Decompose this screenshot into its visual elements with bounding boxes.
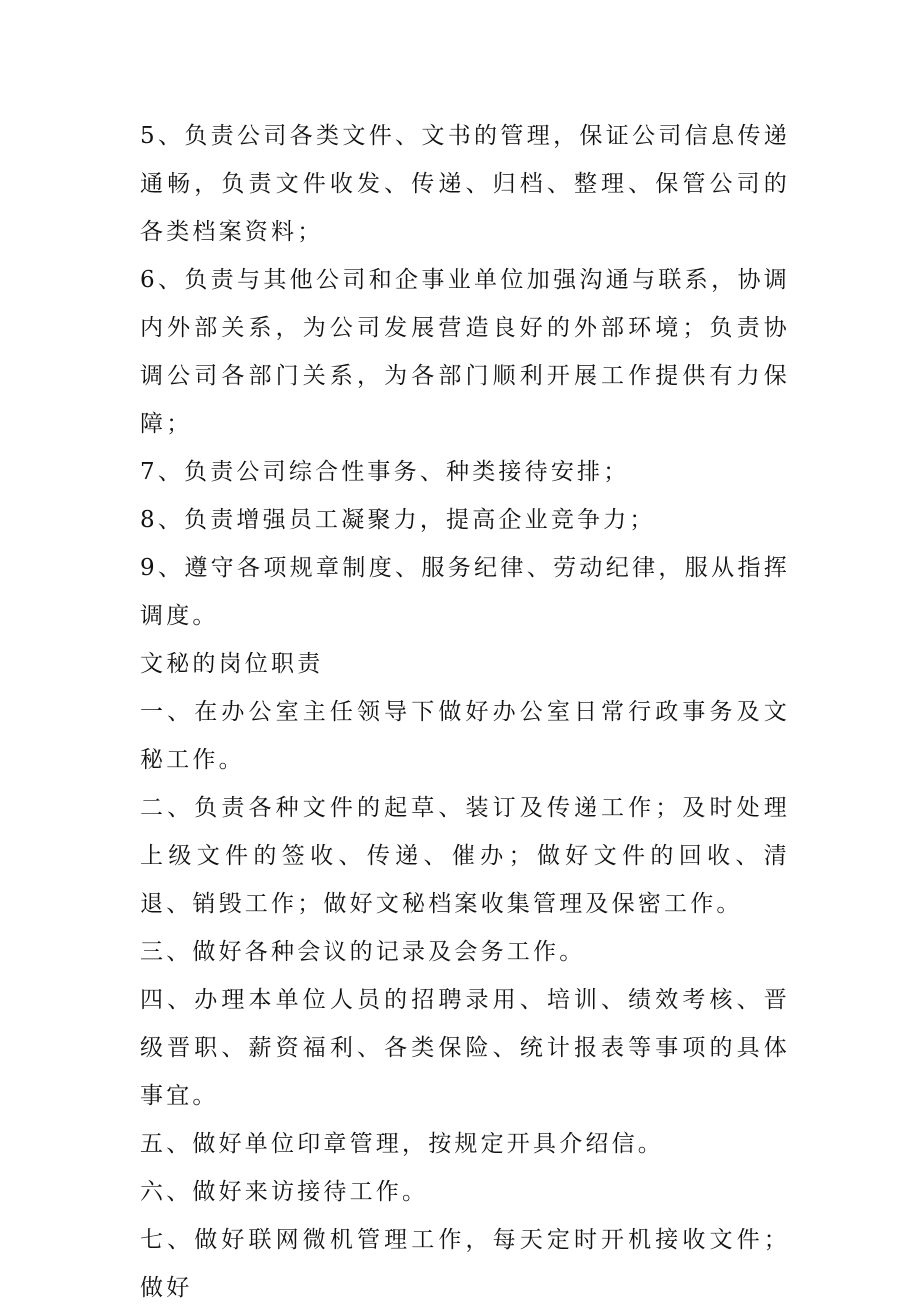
paragraph-duty-8: 8、负责增强员工凝聚力，提高企业竞争力；	[140, 507, 656, 533]
paragraph-duty-6: 6、负责与其他公司和企事业单位加强沟通与联系，协调内外部关系，为公司发展营造良好的外部环境；负责协调公司各部门关系，为各部门顺利开展工作提供有力保障；	[140, 267, 790, 437]
paragraph-item-3: 三、做好各种会议的记录及会务工作。	[140, 939, 586, 965]
paragraph-duty-9: 9、遵守各项规章制度、服务纪律、劳动纪律，服从指挥调度。	[140, 555, 790, 629]
paragraph-item-6: 六、做好来访接待工作。	[140, 1179, 429, 1205]
paragraph-item-2: 二、负责各种文件的起草、装订及传递工作；及时处理上级文件的签收、传递、催办；做好文件的回收、清退、销毁工作；做好文秘档案收集管理及保密工作。	[140, 795, 790, 917]
section-heading: 文秘的岗位职责	[140, 651, 324, 677]
paragraph-item-5: 五、做好单位印章管理，按规定开具介绍信。	[140, 1131, 664, 1157]
document-body	[140, 112, 790, 1312]
paragraph-duty-7: 7、负责公司综合性事务、种类接待安排；	[140, 459, 630, 485]
paragraph-item-1: 一、在办公室主任领导下做好办公室日常行政事务及文秘工作。	[140, 699, 790, 773]
paragraph-duty-5: 5、负责公司各类文件、文书的管理，保证公司信息传递通畅，负责文件收发、传递、归档、整理、保管公司的各类档案资料；	[140, 123, 790, 245]
paragraph-item-7: 七、做好联网微机管理工作，每天定时开机接收文件；做好	[140, 1227, 790, 1301]
paragraph-item-4: 四、办理本单位人员的招聘录用、培训、绩效考核、晋级晋职、薪资福利、各类保险、统计报表等事项的具体事宜。	[140, 987, 790, 1109]
